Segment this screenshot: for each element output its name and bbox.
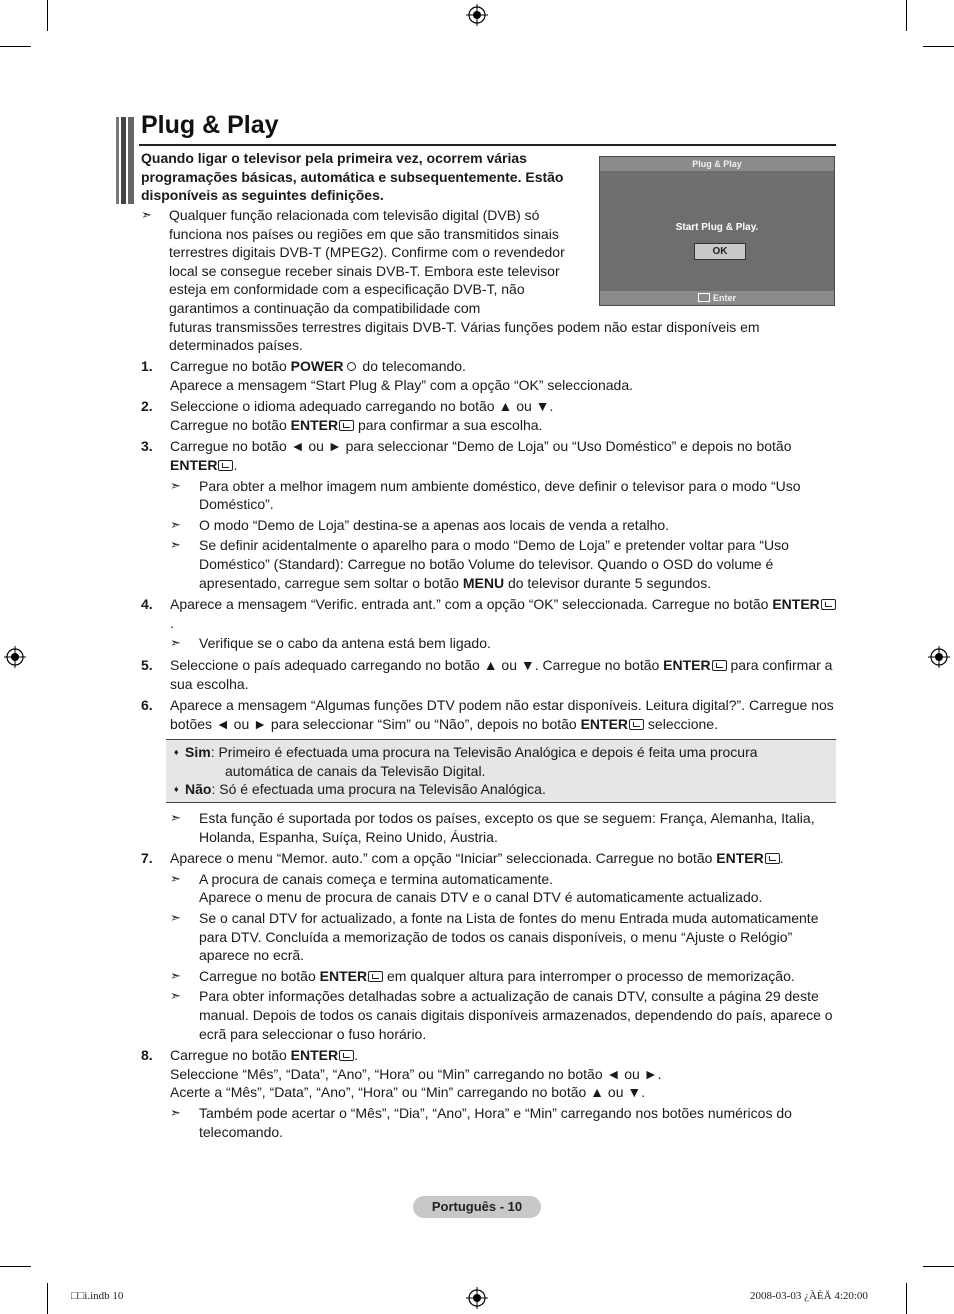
enter-icon (765, 853, 780, 864)
note-arrow-icon: ➣ (170, 635, 181, 651)
intro-text: Quando ligar o televisor pela primeira vez, ocorrem várias programações básicas, automática e subsequentemente. Estão disponíveis as seguintes definições. (141, 150, 564, 204)
note-text: A procura de canais começa e termina automaticamente. (199, 870, 554, 887)
step (141, 357, 836, 394)
osd-footer-label: Enter (712, 293, 736, 303)
step-text: para confirmar a sua escolha. (354, 416, 543, 433)
note-arrow-icon: ➣ (170, 537, 181, 553)
note-text: Para obter informações detalhadas sobre a actualização de canais DTV, consulte a página 29 deste manual. Depois de todos os canais digitais disponíveis armazenados, dependendo do país, aparece o ecrã para seleccionar o fuso horário. (199, 988, 833, 1042)
key-name: ENTER (716, 850, 764, 867)
step (141, 656, 836, 693)
crop-mark (47, 0, 48, 31)
enter-icon (629, 719, 644, 730)
step (141, 696, 836, 733)
step-text: Carregue no botão (170, 416, 291, 433)
option-item (174, 780, 828, 799)
options-box (166, 739, 836, 803)
step-text: Carregue no botão ◄ ou ► para seleccionar “Demo de Loja” ou “Uso Doméstico” e depois no botão (170, 438, 792, 455)
step-text: Seleccione o país adequado carregando no botão ▲ ou ▼. Carregue no botão (170, 656, 664, 673)
note-arrow-icon: ➣ (170, 1104, 181, 1120)
step-number: 8. (141, 1047, 153, 1064)
osd-ok-button: OK (694, 243, 746, 260)
osd-screen (599, 156, 835, 306)
option-text: : Primeiro é efectuada uma procura na Televisão Analógica e depois é feita uma procura (210, 744, 758, 761)
osd-message: Start Plug & Play. (675, 222, 759, 233)
step-text: do telecomando. (358, 358, 466, 374)
step-number: 1. (141, 358, 153, 374)
step-text: seleccione. (644, 715, 718, 732)
crop-mark (906, 1283, 907, 1314)
step (141, 849, 836, 1043)
key-name: ENTER (170, 456, 218, 473)
step-text: Seleccione o idioma adequado carregando no botão ▲ ou ▼. (170, 398, 554, 415)
step-text: Carregue no botão (170, 358, 291, 374)
crop-mark (0, 1266, 31, 1267)
print-slug-right: 2008-03-03 ¿ÀÈÄ 4:20:00 (750, 1290, 868, 1302)
note (170, 909, 836, 965)
key-name: POWER (290, 358, 344, 374)
note (170, 516, 836, 535)
step-text: Acerte a “Mês”, “Data”, “Ano”, “Hora” ou “Min” carregando no botão ▲ ou ▼. (170, 1084, 646, 1101)
note-arrow-icon: ➣ (170, 516, 181, 532)
note-arrow-icon: ➣ (170, 988, 181, 1004)
note-text: Se o canal DTV for actualizado, a fonte na Lista de fontes do menu Entrada muda automaticamente para DTV. Concluída a memorização de todos os canais disponíveis, o menu “Ajuste o Relógio” aparece no ecrã. (199, 910, 819, 964)
note-text: O modo “Demo de Loja” destina-se a apenas aos locais de venda a retalho. (199, 516, 670, 533)
note (170, 634, 836, 653)
step (141, 1046, 836, 1141)
diamond-bullet-icon: ♦ (174, 747, 179, 758)
note-arrow-icon: ➣ (170, 870, 181, 886)
key-name: ENTER (290, 1047, 339, 1064)
enter-icon (698, 293, 710, 302)
step-number: 4. (141, 596, 153, 613)
step (141, 437, 836, 592)
title-rule (139, 144, 836, 146)
option-item (174, 743, 828, 780)
page-number-badge: Português - 10 (413, 1196, 541, 1218)
note-text: Se definir acidentalmente o aparelho para o modo “Demo de Loja” e pretender voltar para “Uso Doméstico” (Standard): Carregue no botão Volume do televisor. Quando o OSD do volume é apresentado, carregue sem soltar o botão (199, 537, 789, 591)
option-text: automática de canais da Televisão Digital. (225, 762, 486, 779)
note-text: Também pode acertar o “Mês”, “Dia”, “Ano”, Hora” e “Min” carregando nos botões numéricos do telecomando. (199, 1104, 792, 1140)
enter-icon (712, 660, 727, 671)
step-notes (141, 809, 836, 846)
diamond-bullet-icon: ♦ (174, 784, 179, 795)
step-text: Seleccione “Mês”, “Data”, “Ano”, “Hora” ou “Min” carregando no botão ◄ ou ►. (170, 1065, 662, 1082)
note-arrow-icon: ➣ (170, 967, 181, 983)
note-arrow-icon: ➣ (170, 910, 181, 926)
step (141, 595, 836, 653)
power-icon (347, 362, 356, 371)
note (170, 870, 836, 907)
step-number: 3. (141, 438, 153, 455)
enter-icon (339, 1050, 354, 1061)
step-text: Aparece a mensagem “Start Plug & Play” com a opção “OK” seleccionada. (170, 376, 633, 393)
key-name: MENU (462, 574, 505, 591)
step-number: 5. (141, 656, 153, 673)
option-text: : Só é efectuada uma procura na Televisão Analógica. (211, 781, 546, 798)
key-name: ENTER (319, 967, 368, 984)
step-number: 7. (141, 850, 153, 867)
key-name: ENTER (290, 416, 339, 433)
step-text: Aparece a mensagem “Algumas funções DTV podem não estar disponíveis. Leitura digital?”. Carregue nos botões ◄ ou ► para seleccionar “Sim” ou “Não”, depois no botão (170, 697, 834, 732)
crop-mark (923, 46, 954, 47)
osd-footer (600, 291, 834, 305)
option-label: Não (185, 781, 212, 798)
note-text: Carregue no botão (199, 967, 320, 984)
dvb-note-text: Qualquer função relacionada com televisão digital (DVB) só funciona nos países ou regiões em que são transmitidos sinais terrestres digitais DVB-T (MPEG2). Confirme com o revendedor local se consegue receber sinais DVB-T. Embora este televisor esteja em conformidade com a especificação DVB-T, não garantimos a continuação da compatibilidade com futuras transmissões terrestres digitais DVB-T. Várias funções podem não estar disponíveis em determinados países. (169, 207, 760, 354)
note (170, 809, 836, 846)
step-text: Carregue no botão (170, 1047, 291, 1064)
page-title: Plug & Play (141, 111, 279, 139)
enter-icon (821, 599, 836, 610)
crop-mark (906, 0, 907, 31)
note-text: Esta função é suportada por todos os países, excepto os que se seguem: França, Alemanha, Italia, Holanda, Espanha, Suíça, Reino Unido, Áustria. (199, 810, 815, 845)
registration-mark-icon (4, 646, 26, 668)
step-text: . (354, 1047, 358, 1064)
note-arrow-icon: ➣ (170, 810, 181, 826)
option-label: Sim (185, 744, 211, 761)
registration-mark-icon (466, 4, 488, 26)
crop-mark (47, 1283, 48, 1314)
crop-mark (0, 46, 31, 47)
step-text: Aparece a mensagem “Verific. entrada ant.” com a opção “OK” seleccionada. Carregue no botão (170, 596, 773, 613)
key-name: ENTER (772, 596, 820, 613)
note (170, 536, 836, 592)
note-text: Verifique se o cabo da antena está bem ligado. (199, 635, 491, 652)
registration-mark-icon (466, 1287, 488, 1309)
note (170, 477, 836, 514)
note-text: em qualquer altura para interromper o processo de memorização. (383, 967, 795, 984)
step-text: Aparece o menu “Memor. auto.” com a opção “Iniciar” seleccionada. Carregue no botão (170, 850, 717, 867)
note-text: Aparece o menu de procura de canais DTV e o canal DTV é automaticamente actualizado. (199, 889, 763, 906)
note-arrow-icon: ➣ (170, 477, 181, 493)
step-text: para confirmar a sua escolha. (170, 656, 833, 692)
step-number: 6. (141, 697, 153, 714)
note (170, 987, 836, 1043)
note-arrow-icon: ➣ (141, 207, 152, 222)
note-text: do televisor durante 5 segundos. (504, 574, 712, 591)
key-name: ENTER (663, 656, 711, 673)
crop-mark (923, 1266, 954, 1267)
step (141, 397, 836, 434)
osd-title: Plug & Play (600, 157, 834, 171)
enter-icon (368, 971, 383, 982)
step-text: . (779, 850, 784, 867)
note-text: Para obter a melhor imagem num ambiente doméstico, deve definir o televisor para o modo “Uso Doméstico”. (199, 477, 801, 513)
step-number: 2. (141, 398, 153, 415)
step-text: . (170, 614, 174, 631)
key-name: ENTER (580, 715, 629, 732)
print-slug-left: □□i.indb 10 (71, 1290, 124, 1302)
title-decoration (116, 117, 134, 204)
note (170, 967, 836, 986)
note (170, 1104, 836, 1141)
enter-icon (339, 420, 354, 431)
steps-list (141, 357, 836, 1144)
step-text: . (233, 456, 238, 473)
enter-icon (218, 460, 233, 471)
registration-mark-icon (928, 646, 950, 668)
